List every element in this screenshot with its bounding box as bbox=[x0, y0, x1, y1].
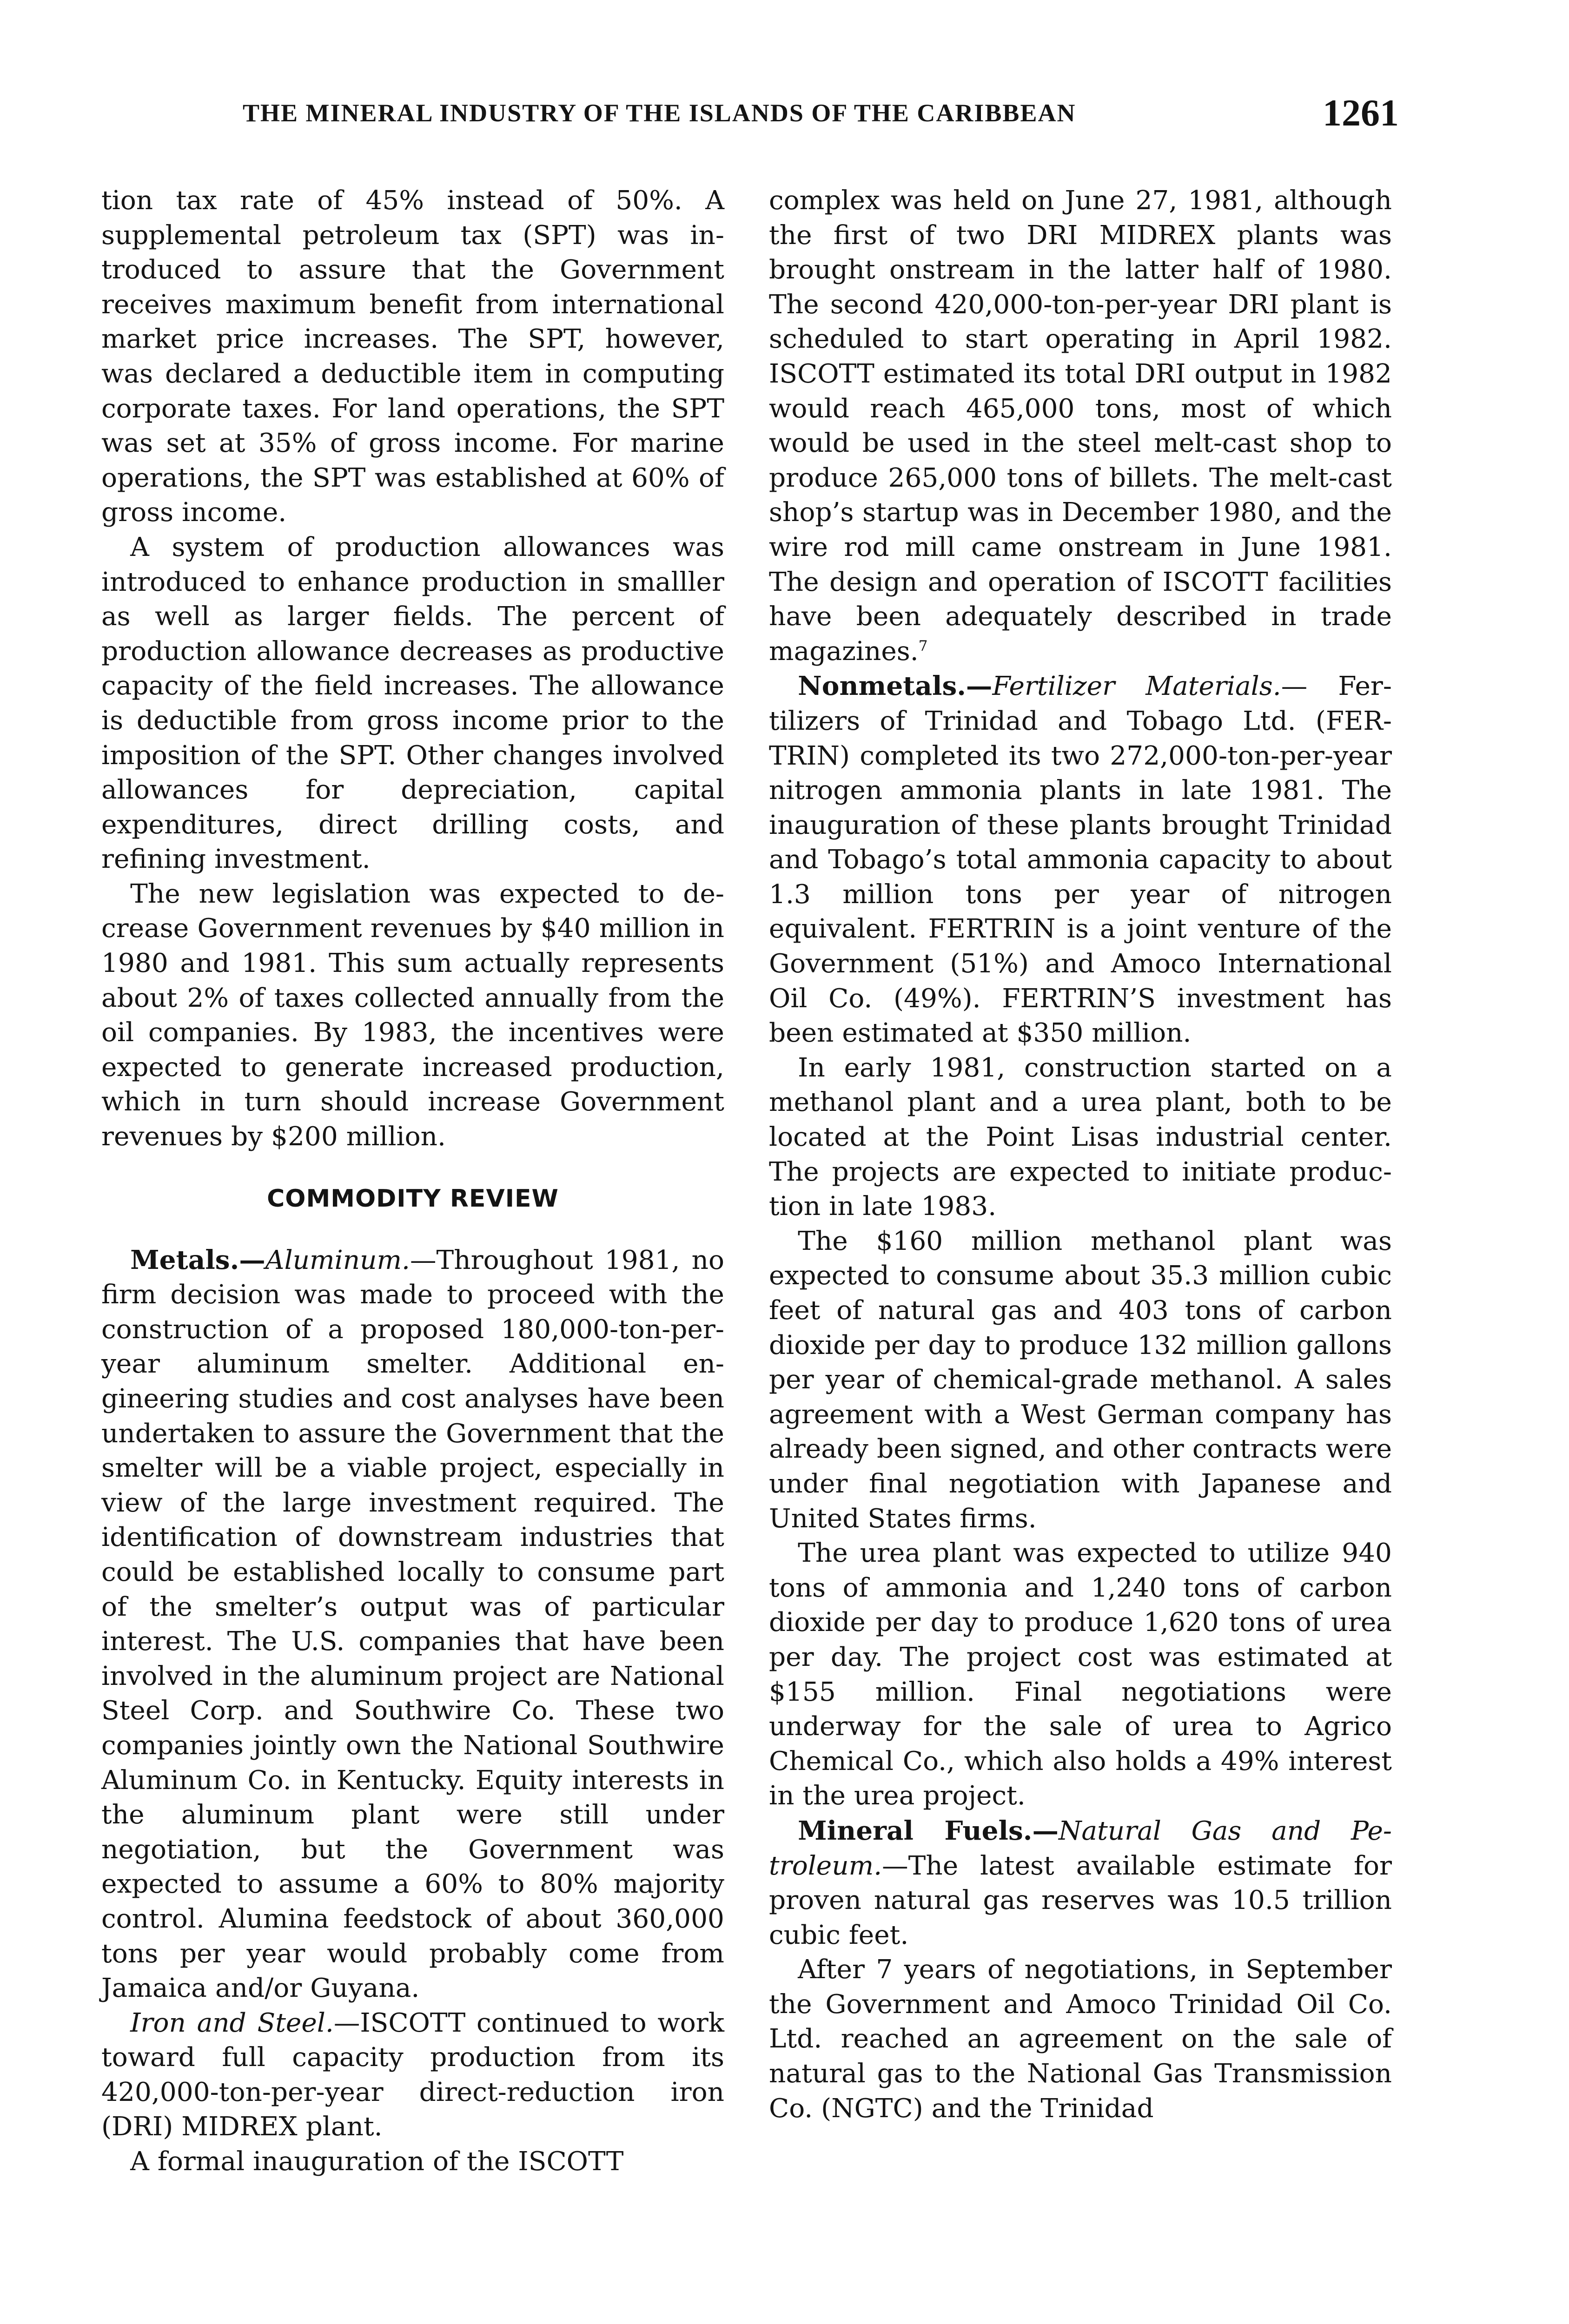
paragraph-mineral-fuels bbox=[769, 1814, 1392, 1953]
run-in-heading: Nonmetals.— bbox=[798, 671, 993, 702]
paragraph-text: complex was held on June 27, 1981, although the first of two DRI MIDREX plants was brought onstream in the latter half of 1980. The second 420,000-ton-per-year DRI plant is scheduled to start operating in April 1982. ISCOTT estimated its total DRI output in 1982 would reach 465,000 tons, most of which would be used in the steel melt-cast shop to produce 265,000 tons of billets. The melt-cast shop’s startup was in December 1980, and the wire rod mill came onstream in June 1981. The design and operation of ISCOTT facilities have been adequately described in trade magazines. bbox=[769, 185, 1392, 667]
paragraph-text: —The latest available estimate for proven natural gas reserves was 10.5 trillion cubic feet. bbox=[769, 1850, 1392, 1950]
right-column bbox=[769, 184, 1392, 2126]
footnote-reference: 7 bbox=[918, 637, 928, 654]
paragraph-text: —ISCOTT continued to work toward full capacity production from its 420,000-ton-per-year direct-reduction iron (DRI) MIDREX plant. bbox=[101, 2007, 724, 2142]
paragraph bbox=[769, 184, 1392, 669]
section-heading: COMMODITY REVIEW bbox=[267, 1184, 559, 1213]
left-column bbox=[101, 184, 724, 2179]
paragraph: The $160 million methanol plant was expected to consume about 35.3 million cubic feet of natural gas and 403 tons of carbon dioxide per day to produce 132 million gallons per year of chemical-grade methanol. A sales agreement with a West German company has already been signed, and other contracts were under final negotiation with Japanese and United States firms. bbox=[769, 1226, 1392, 1534]
running-head-title: THE MINERAL INDUSTRY OF THE ISLANDS OF THE CARIBBEAN bbox=[243, 99, 1076, 127]
page-number: 1261 bbox=[1323, 92, 1399, 134]
paragraph-text: —Throughout 1981, no firm decision was made to proceed with the construction of a proposed 180,000-ton-per-year aluminum smelter. Additional engineering studies and cost analyses have been undertaken to assure the Government that the smelter will be a viable project, especially in view of the large investment required. The identification of downstream industries that could be established locally to consume part of the smelter’s output was of particular interest. The U.S. companies that have been involved in the aluminum project are National Steel Corp. and Southwire Co. These two companies jointly own the National Southwire Aluminum Co. in Kentucky. Equity interests in the aluminum plant were still under negotiation, but the Government was expected to assume a 60% to 80% majority control. Alumina feedstock of about 360,000 tons per year would probably come from Jamaica and/or Guyana. bbox=[101, 1245, 724, 2004]
paragraph: The urea plant was expected to utilize 940 tons of ammonia and 1,240 tons of carbon dioxide per day to produce 1,620 tons of urea per day. The project cost was estimated at $155 million. Final negotiations were underway for the sale of urea to Agrico Chemical Co., which also holds a 49% interest in the urea project. bbox=[769, 1538, 1392, 1811]
paragraph: A system of production allowances was introduced to enhance production in smalller as well as larger fields. The percent of production allowance decreases as productive capacity of the field increases. The allowance is deductible from gross income prior to the imposition of the SPT. Other changes involved allowances for depreciation, capital expenditures, direct drilling costs, and refining investment. bbox=[101, 532, 724, 875]
paragraph-iron-steel bbox=[101, 2006, 724, 2145]
run-in-subheading: Aluminum. bbox=[265, 1245, 410, 1275]
run-in-heading: Mineral Fuels.— bbox=[798, 1815, 1059, 1846]
paragraph: A formal inauguration of the ISCOTT bbox=[130, 2146, 624, 2177]
run-in-subheading: Natural Gas and Petroleum. bbox=[769, 1816, 1392, 1881]
paragraph: tion tax rate of 45% instead of 50%. A supplemental petroleum tax (SPT) was introduced to assure that the Government receives maximum benefit from international market price increases. The SPT, however, was declared a deductible item in computing corporate taxes. For land operations, the SPT was set at 35% of gross income. For marine operations, the SPT was established at 60% of gross income. bbox=[101, 185, 724, 528]
paragraph: In early 1981, construction started on a methanol plant and a urea plant, both to be located at the Point Lisas industrial center. The projects are expected to initiate production in late 1983. bbox=[769, 1052, 1392, 1222]
paragraph-nonmetals bbox=[769, 669, 1392, 1051]
run-in-subheading: Fertilizer Materials. bbox=[992, 671, 1281, 702]
run-in-subheading: Iron and Steel. bbox=[130, 2007, 334, 2038]
run-in-heading: Metals.— bbox=[130, 1244, 265, 1275]
paragraph: The new legislation was expected to decrease Government revenues by $40 million in 1980 and 1981. This sum actually represents about 2% of taxes collected annually from the oil companies. By 1983, the incentives were expected to generate increased production, which in turn should increase Government revenues by $200 million. bbox=[101, 878, 724, 1152]
paragraph: After 7 years of negotiations, in September the Government and Amoco Trinidad Oil Co. Ltd. reached an agreement on the sale of natural gas to the National Gas Transmission Co. (NGTC) and the Trinidad bbox=[769, 1954, 1392, 2124]
paragraph-metals bbox=[101, 1243, 724, 2006]
page-header bbox=[0, 79, 1569, 135]
paragraph-text: — Fertilizers of Trinidad and Tobago Ltd. (FERTRIN) completed its two 272,000-ton-per-year nitrogen ammonia plants in late 1981. The inauguration of these plants brought Trinidad and Tobago’s total ammonia capacity to about 1.3 million tons per year of nitrogen equivalent. FERTRIN is a joint venture of the Government (51%) and Amoco International Oil Co. (49%). FERTRIN’S investment has been estimated at $350 million. bbox=[769, 671, 1392, 1049]
